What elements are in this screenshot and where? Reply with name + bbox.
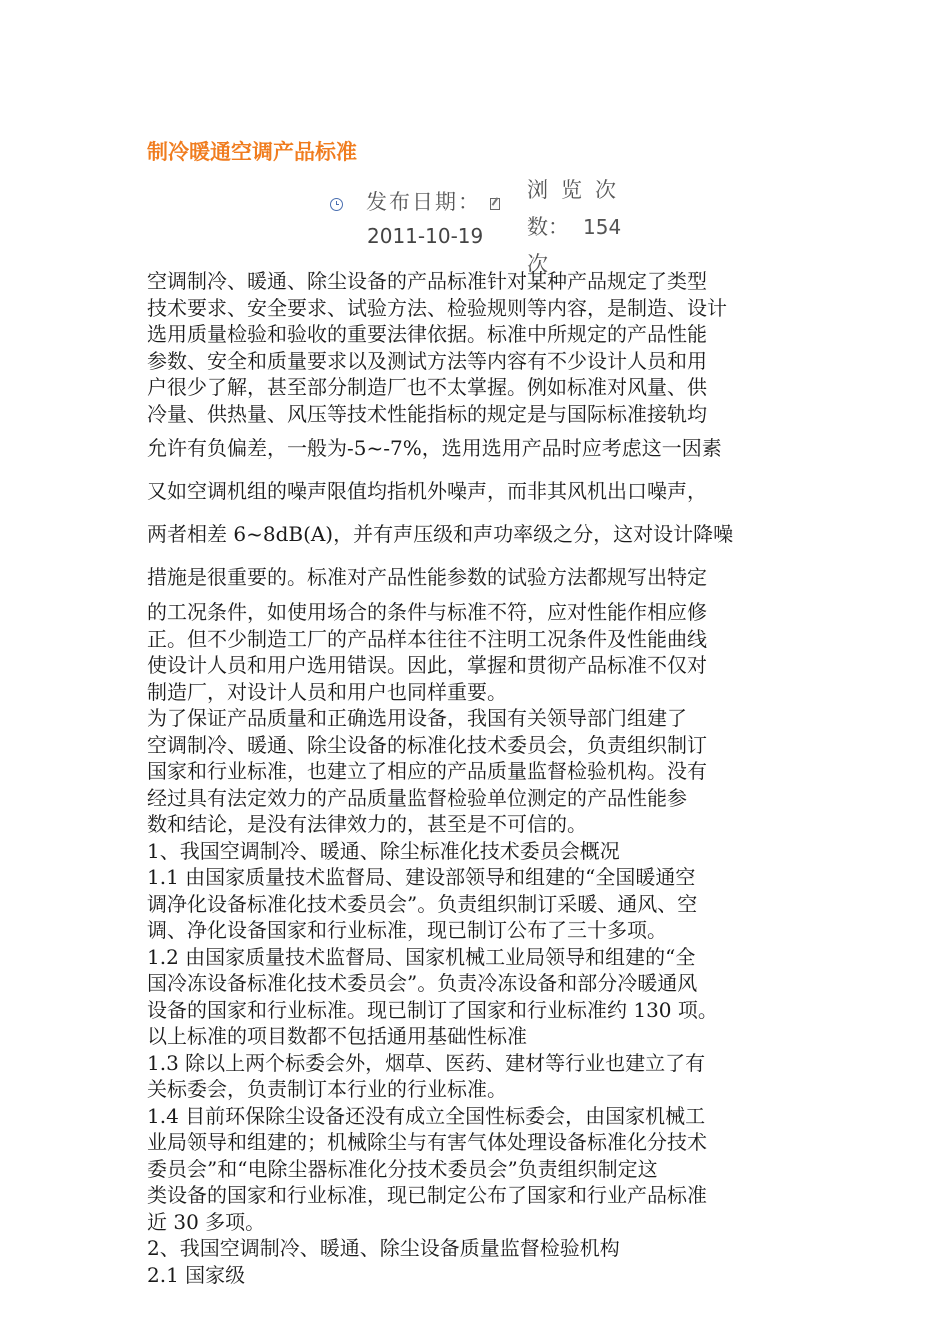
body-line: 为了保证产品质量和正确选用设备，我国有关领导部门组建了: [147, 706, 687, 730]
views-label: 数：: [527, 215, 569, 239]
views-label-line2: [527, 211, 621, 241]
publish-date: 2011-10-19: [367, 224, 484, 248]
body-line: 又如空调机组的噪声限值均指机外噪声，而非其风机出口噪声，: [147, 479, 707, 503]
clock-icon: [330, 198, 343, 211]
body-line: 调净化设备标准化技术委员会”。负责组织制订采暖、通风、空: [147, 891, 698, 916]
article-body: [147, 268, 817, 1288]
body-line: 1、我国空调制冷、暖通、除尘标准化技术委员会概况: [147, 838, 620, 863]
body-line: 允许有负偏差，一般为-5~-7%，选用选用产品时应考虑这一因素: [147, 436, 722, 460]
body-line: 1.1 由国家质量技术监督局、建设部领导和组建的“全国暖通空: [147, 865, 696, 889]
body-line: 委员会”和“电除尘器标准化分技术委员会”负责组织制定这: [147, 1156, 658, 1181]
publish-date-label: 发布日期：: [366, 190, 481, 214]
body-line: 1.4 目前环保除尘设备还没有成立全国性标委会，由国家机械工: [147, 1103, 706, 1128]
body-line: 1.3 除以上两个标委会外，烟草、医药、建材等行业也建立了有: [147, 1050, 706, 1075]
body-line: 国冷冻设备标准化技术委员会”。负责冷冻设备和部分冷暖通风: [147, 971, 698, 995]
body-line: 近 30 多项。: [147, 1209, 266, 1234]
body-line: 空调制冷、暖通、除尘设备的标准化技术委员会，负责组织制订: [147, 732, 707, 757]
body-line: 正。但不少制造工厂的产品样本往往不注明工况条件及性能曲线: [147, 626, 707, 651]
body-line: 技术要求、安全要求、试验方法、检验规则等内容，是制造、设计: [147, 295, 727, 320]
body-line: 调、净化设备国家和行业标准，现已制订公布了三十多项。: [147, 918, 667, 942]
body-line: 类设备的国家和行业标准，现已制定公布了国家和行业产品标准: [147, 1183, 707, 1207]
body-line: 两者相差 6~8dB(A)，并有声压级和声功率级之分，这对设计降噪: [147, 522, 734, 546]
views-label-line1: 浏览次: [527, 178, 629, 202]
body-line: 选用质量检验和验收的重要法律依据。标准中所规定的产品性能: [147, 322, 707, 346]
page-title: 制冷暖通空调产品标准: [147, 140, 357, 164]
views-count: 154: [583, 215, 622, 239]
body-line: 的工况条件，如使用场合的条件与标准不符，应对性能作相应修: [147, 600, 707, 624]
edit-icon[interactable]: [490, 198, 500, 210]
body-line: 经过具有法定效力的产品质量监督检验单位测定的产品性能参: [147, 785, 687, 810]
views-label-line3: 次: [527, 252, 548, 276]
body-line: 业局领导和组建的；机械除尘与有害气体处理设备标准化分技术: [147, 1130, 707, 1154]
body-line: 1.2 由国家质量技术监督局、国家机械工业局领导和组建的“全: [147, 944, 696, 969]
body-line: 参数、安全和质量要求以及测试方法等内容有不少设计人员和用: [147, 348, 707, 373]
body-line: 2、我国空调制冷、暖通、除尘设备质量监督检验机构: [147, 1236, 620, 1260]
body-line: 以上标准的项目数都不包括通用基础性标准: [147, 1024, 527, 1048]
body-line: 设备的国家和行业标准。现已制订了国家和行业标准约 130 项。: [147, 997, 718, 1022]
body-line: 数和结论，是没有法律效力的，甚至是不可信的。: [147, 812, 587, 836]
body-line: 户很少了解，甚至部分制造厂也不太掌握。例如标准对风量、供: [147, 375, 707, 399]
body-line: 2.1 国家级: [147, 1262, 246, 1287]
body-line: 空调制冷、暖通、除尘设备的产品标准针对某种产品规定了类型: [147, 269, 707, 293]
body-line: 冷量、供热量、风压等技术性能指标的规定是与国际标准接轨均: [147, 401, 707, 426]
body-line: 措施是很重要的。标准对产品性能参数的试验方法都规写出特定: [147, 565, 707, 589]
body-line: 关标委会，负责制订本行业的行业标准。: [147, 1077, 507, 1101]
body-line: 使设计人员和用户选用错误。因此，掌握和贯彻产品标准不仅对: [147, 653, 707, 677]
body-line: 制造厂，对设计人员和用户也同样重要。: [147, 679, 507, 704]
body-line: 国家和行业标准，也建立了相应的产品质量监督检验机构。没有: [147, 759, 707, 783]
